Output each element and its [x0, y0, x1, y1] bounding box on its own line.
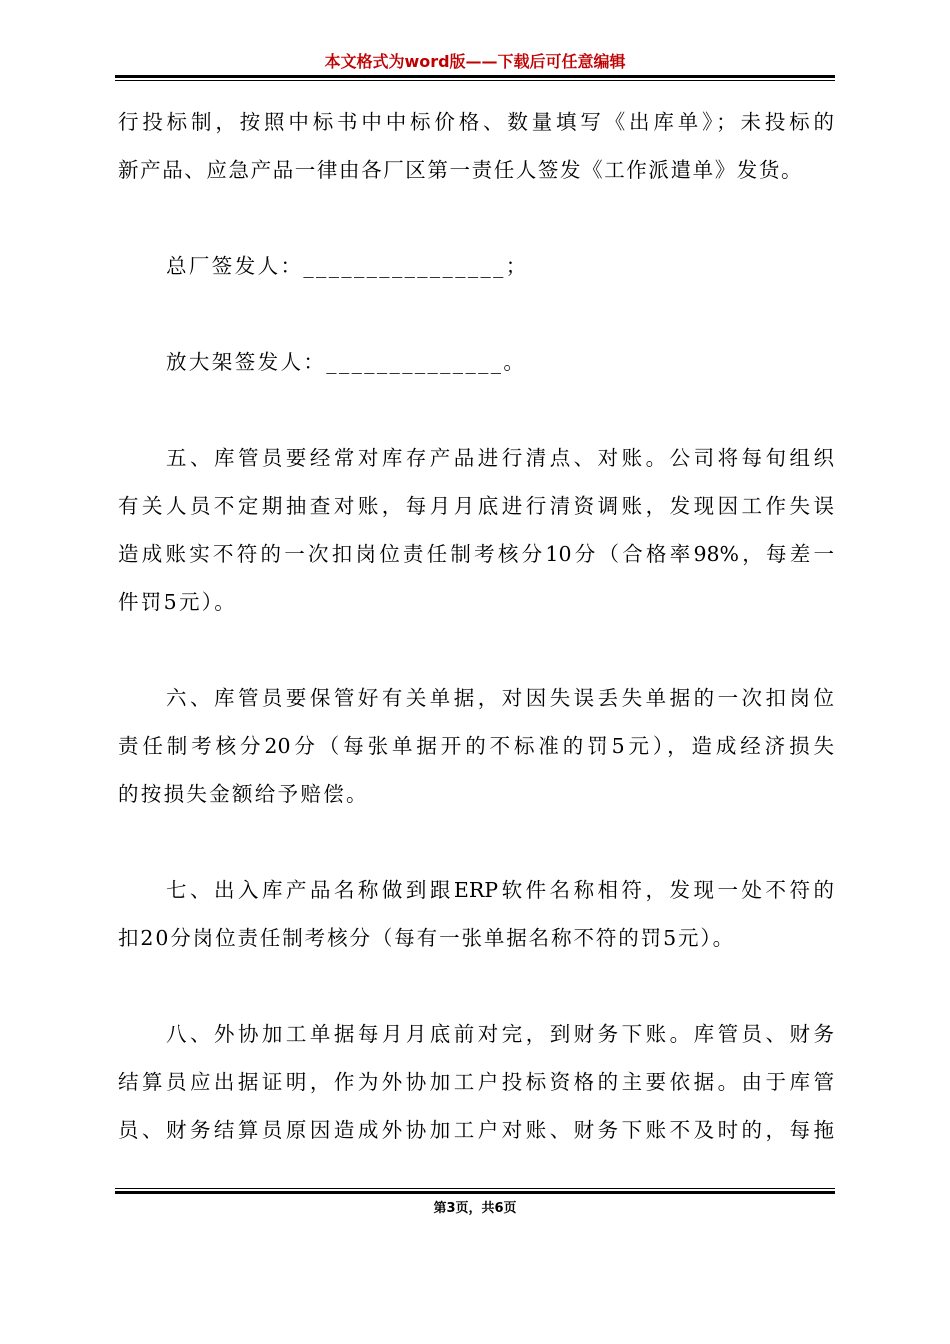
text-line: 责任制考核分20分（每张单据开的不标准的罚5元），造成经济损失 — [118, 734, 834, 758]
text-line: 新产品、应急产品一律由各厂区第一责任人签发《工作派遣单》发货。 — [118, 158, 804, 182]
footer-rule-thin — [115, 1188, 835, 1189]
text-line: 员、财务结算员原因造成外协加工户对账、财务下账不及时的，每拖 — [118, 1118, 834, 1142]
paragraph-gap — [118, 386, 834, 434]
header-rule-thin — [115, 80, 835, 81]
paragraph-gap — [118, 818, 834, 866]
page-header-title: 本文格式为word版——下载后可任意编辑 — [324, 52, 626, 71]
text-line: 结算员应出据证明，作为外协加工户投标资格的主要依据。由于库管 — [118, 1070, 834, 1094]
footer-rule-thick — [115, 1191, 835, 1194]
text-line: 七、出入库产品名称做到跟ERP软件名称相符，发现一处不符的 — [166, 878, 834, 902]
signature-line-amplifier: 放大架签发人：______________。 — [166, 350, 527, 374]
text-line: 五、库管员要经常对库存产品进行清点、对账。公司将每旬组织 — [166, 446, 834, 470]
text-line: 扣20分岗位责任制考核分（每有一张单据名称不符的罚5元）。 — [118, 926, 735, 950]
page-number: 第3页，共6页 — [433, 1201, 517, 1216]
text-line: 件罚5元）。 — [118, 590, 238, 614]
header-rule-thick — [115, 75, 835, 78]
paragraph-gap — [118, 194, 834, 242]
text-line: 行投标制，按照中标书中中标价格、数量填写《出库单》；未投标的 — [118, 110, 834, 134]
text-line: 六、库管员要保管好有关单据，对因失误丢失单据的一次扣岗位 — [166, 686, 834, 710]
paragraph-gap — [118, 626, 834, 674]
paragraph-gap — [118, 962, 834, 1010]
document-body — [118, 98, 834, 1154]
text-line: 八、外协加工单据每月月底前对完，到财务下账。库管员、财务 — [166, 1022, 834, 1046]
text-line: 造成账实不符的一次扣岗位责任制考核分10分（合格率98%，每差一 — [118, 542, 834, 566]
signature-line-general: 总厂签发人：________________； — [166, 254, 529, 278]
text-line: 的按损失金额给予赔偿。 — [118, 782, 369, 806]
text-line: 有关人员不定期抽查对账，每月月底进行清资调账，发现因工作失误 — [118, 494, 834, 518]
paragraph-gap — [118, 290, 834, 338]
